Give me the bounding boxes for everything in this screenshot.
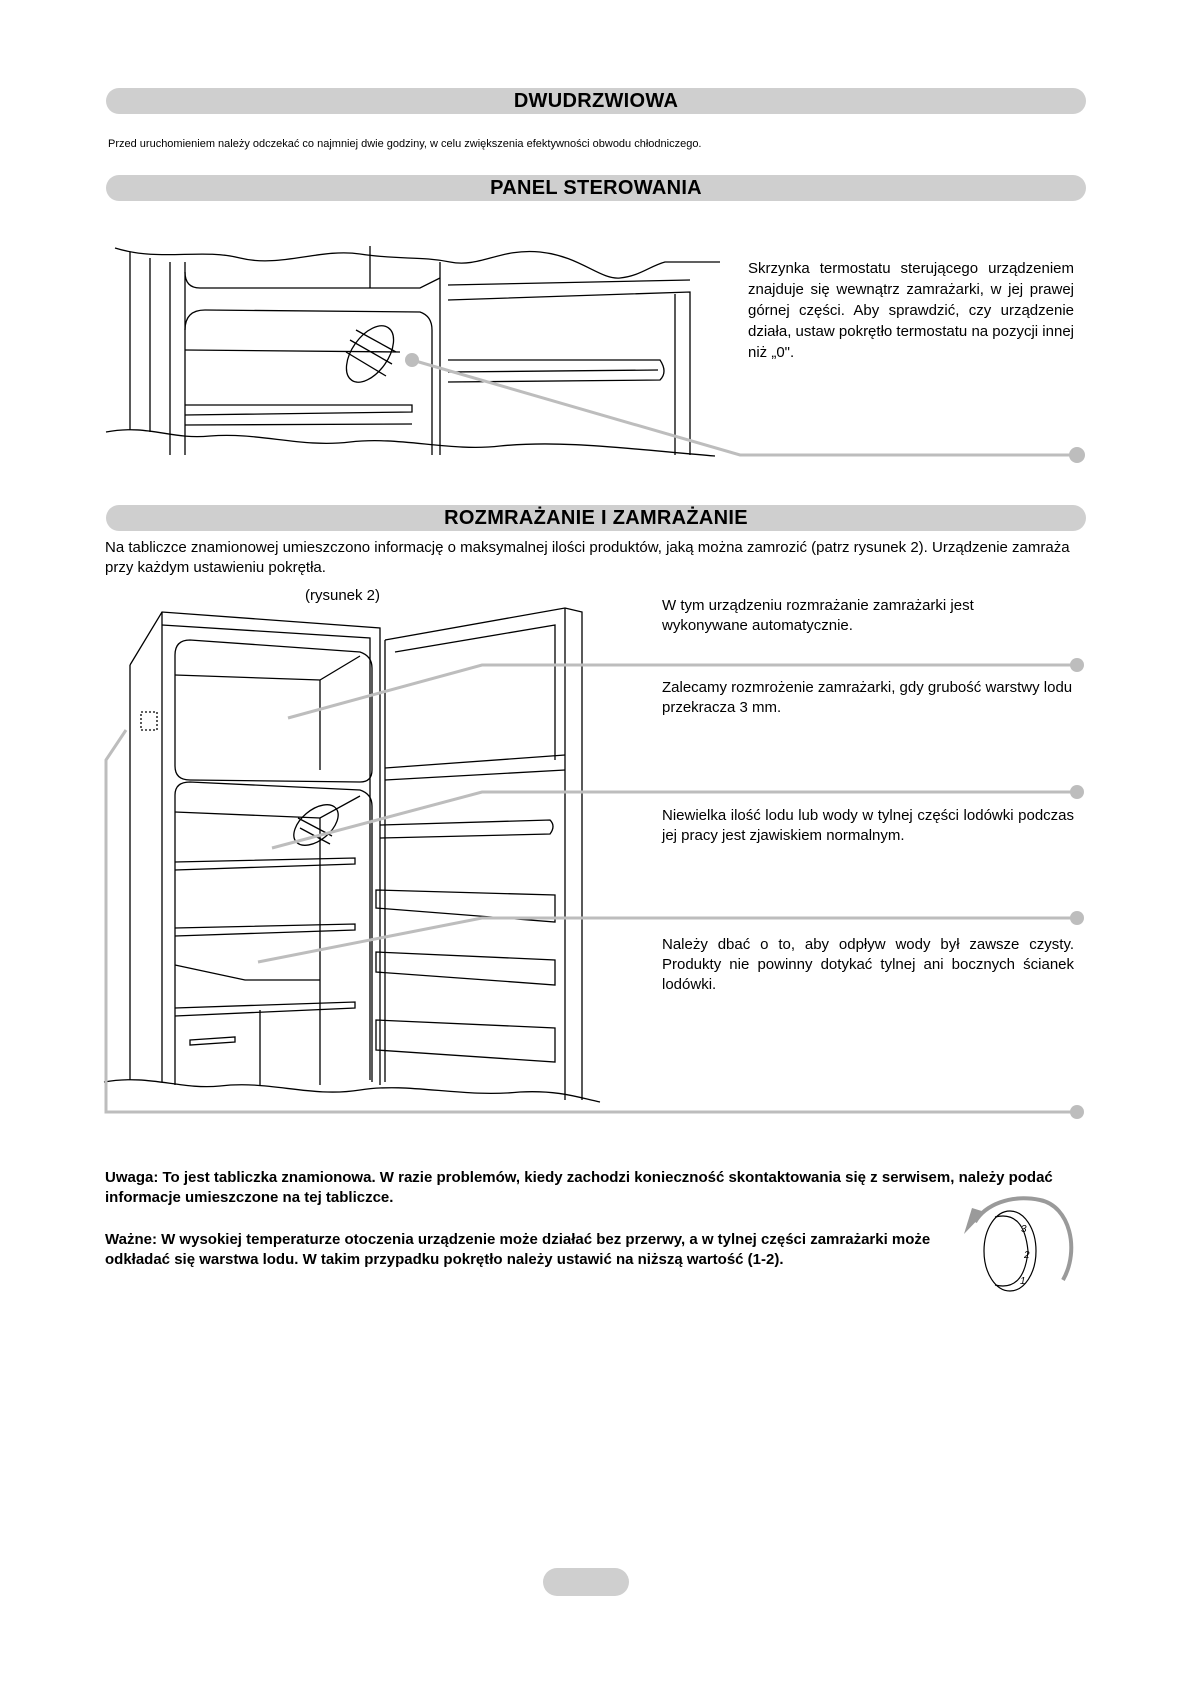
knob-label-2: 2 xyxy=(1024,1250,1030,1261)
startup-note: Przed uruchomieniem należy odczekać co najmniej dwie godziny, w celu zwiększenia efektywności obwodu chłodniczego. xyxy=(108,138,702,150)
section-title: PANEL STEROWANIA xyxy=(490,176,702,199)
callout-text-2: Zalecamy rozmrożenie zamrażarki, gdy grubość warstwy lodu przekracza 3 mm. xyxy=(662,679,1073,716)
wazne-note: Ważne: W wysokiej temperaturze otoczenia urządzenie może działać bez przerwy, a w tylnej części zamrażarki może odkładać się warstwa lodu. W takim przypadku pokrętło należy ustawić na niższą wartość (1-2). xyxy=(105,1231,931,1268)
page-number-pill xyxy=(543,1568,629,1596)
panel-description: Skrzynka termostatu sterującego urządzeniem znajduje się wewnątrz zamrażarki, w jej prawej górnej części. Aby sprawdzić, czy urządzenie działa, ustaw pokrętło termostatu na pozycji innej niż „0". xyxy=(748,260,1075,361)
defrost-intro: Na tabliczce znamionowej umieszczono informację o maksymalnej ilości produktów, jaką można zamrozić (patrz rysunek 2). Urządzenie zamraża przy każdym ustawieniu pokrętła. xyxy=(105,539,1070,576)
knob-label-1: 1 xyxy=(1020,1276,1026,1287)
figure-caption: (rysunek 2) xyxy=(305,587,381,604)
uwaga-note: Uwaga: To jest tabliczka znamionowa. W razie problemów, kiedy zachodzi konieczność skontaktowania się z serwisem, należy podać informacje umieszczone na tej tabliczce. xyxy=(105,1169,1053,1206)
callout-text-1: W tym urządzeniu rozmrażanie zamrażarki jest wykonywane automatycznie. xyxy=(662,597,974,634)
callout-text-3: Niewielka ilość lodu lub wody w tylnej części lodówki podczas jej pracy jest zjawiskiem normalnym. xyxy=(662,807,1074,844)
callout-text-4: Należy dbać o to, aby odpływ wody był zawsze czysty. Produkty nie powinny dotykać tylnej ani bocznych ścianek lodówki. xyxy=(662,936,1074,993)
section-title: DWUDRZWIOWA xyxy=(513,89,679,112)
knob-label-3: 3 xyxy=(1021,1224,1027,1235)
section-title: ROZMRAŻANIE I ZAMRAŻANIE xyxy=(444,506,748,529)
